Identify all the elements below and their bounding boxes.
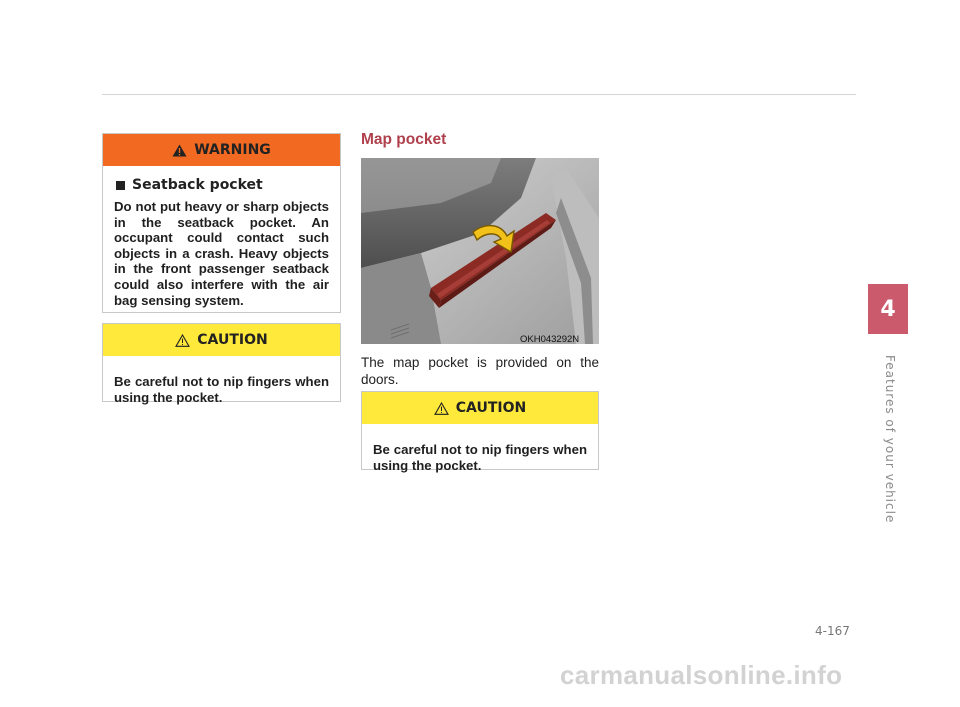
warning-subheading (114, 177, 329, 193)
image-code: OKH043292N (520, 334, 580, 345)
caution-text-left: Be careful not to nip fingers when using the pocket. (114, 374, 329, 405)
caution-text-right: Be careful not to nip fingers when using the pocket. (373, 442, 587, 473)
caution-header-label-left: CAUTION (197, 332, 268, 348)
map-pocket-description: The map pocket is provided on the doors. (361, 355, 599, 387)
caution-triangle-icon (434, 402, 449, 415)
section-title: Map pocket (361, 131, 447, 148)
door-map-pocket-illustration (361, 158, 599, 344)
warning-header (103, 134, 340, 166)
bullet-square-icon (116, 181, 125, 190)
caution-header-label-right: CAUTION (455, 400, 527, 416)
warning-box (102, 133, 341, 313)
caution-header-right (362, 392, 598, 424)
warning-text: Do not put heavy or sharp objects in the seatback pocket. An occupant could contact such objects in a crash. Heavy objects in the front passenger seatback could also interfere with the air bag sensing system. (114, 199, 329, 308)
caution-triangle-icon (175, 334, 190, 347)
map-pocket-photo (361, 158, 599, 344)
caution-box-left (102, 323, 341, 405)
chapter-label: Features of your vehicle (883, 355, 897, 524)
page-number: 4-167 (815, 624, 850, 638)
chapter-tab[interactable]: 4 (868, 284, 908, 334)
watermark: carmanualsonline.info (560, 660, 843, 690)
caution-header-left (103, 324, 340, 356)
top-rule (102, 94, 856, 95)
warning-icon (172, 144, 187, 157)
warning-header-label: WARNING (194, 142, 271, 158)
warning-subheading-label: Seatback pocket (132, 177, 263, 193)
caution-box-right (361, 391, 599, 473)
